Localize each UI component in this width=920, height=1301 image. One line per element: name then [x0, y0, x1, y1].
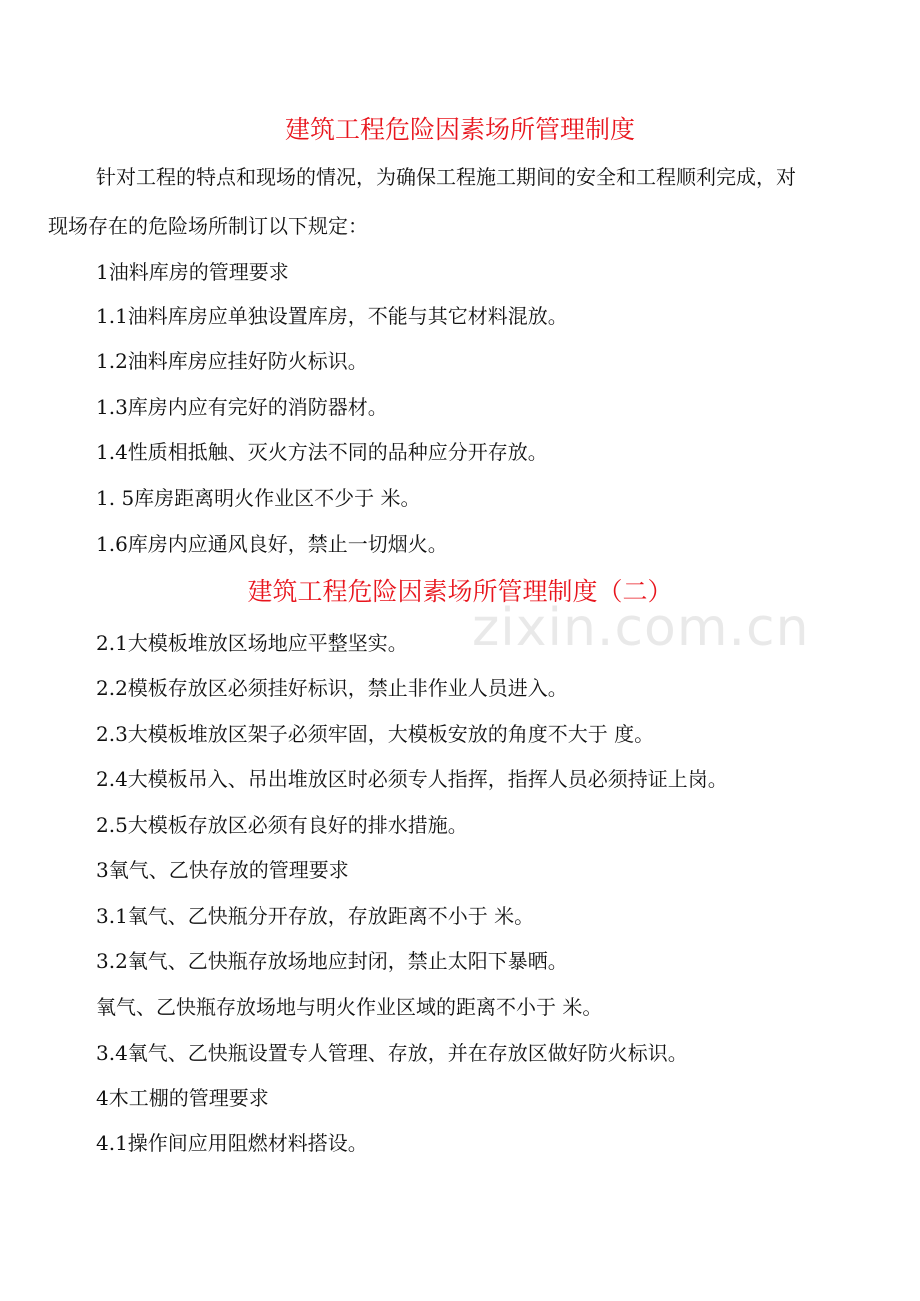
section-1-heading: 1油料库房的管理要求	[96, 260, 289, 284]
document-title: 建筑工程危险因素场所管理制度	[284, 115, 635, 144]
section-4-item: 4.1操作间应用阻燃材料搭设。	[96, 1131, 368, 1155]
section-1-item: 1.6库房内应通风良好，禁止一切烟火。	[96, 532, 448, 556]
section-2-item: 2.3大模板堆放区架子必须牢固，大模板安放的角度不大于 度。	[96, 722, 655, 746]
section-3-item: 氧气、乙快瓶存放场地与明火作业区域的距离不小于 米。	[96, 995, 603, 1019]
section-1-item: 1.4性质相抵触、灭火方法不同的品种应分开存放。	[96, 440, 548, 464]
section-3-heading: 3氧气、乙快存放的管理要求	[96, 858, 349, 882]
section-2-item: 2.5大模板存放区必须有良好的排水措施。	[96, 813, 468, 837]
intro-paragraph-line-1: 针对工程的特点和现场的情况，为确保工程施工期间的安全和工程顺利完成，对	[96, 165, 796, 189]
section-1-item: 1.2油料库房应挂好防火标识。	[96, 349, 368, 373]
section-2-item: 2.4大模板吊入、吊出堆放区时必须专人指挥，指挥人员必须持证上岗。	[96, 767, 728, 791]
intro-paragraph-line-2: 现场存在的危险场所制订以下规定：	[48, 214, 368, 238]
section-3-item: 3.1氧气、乙快瓶分开存放，存放距离不小于 米。	[96, 904, 535, 928]
section-2-item: 2.2模板存放区必须挂好标识，禁止非作业人员进入。	[96, 676, 568, 700]
section-1-item: 1.1油料库房应单独设置库房，不能与其它材料混放。	[96, 304, 568, 328]
watermark-text: zixin.com.cn	[472, 598, 810, 658]
section-1-item: 1. 5库房距离明火作业区不少于 米。	[96, 486, 421, 510]
section-1-item: 1.3库房内应有完好的消防器材。	[96, 395, 388, 419]
section-3-item: 3.2氧气、乙快瓶存放场地应封闭，禁止太阳下暴晒。	[96, 949, 568, 973]
section-2-item: 2.1大模板堆放区场地应平整坚实。	[96, 631, 408, 655]
section-4-heading: 4木工棚的管理要求	[96, 1086, 269, 1110]
document-subtitle: 建筑工程危险因素场所管理制度（二）	[247, 577, 673, 606]
section-3-item: 3.4氧气、乙快瓶设置专人管理、存放，并在存放区做好防火标识。	[96, 1041, 688, 1065]
